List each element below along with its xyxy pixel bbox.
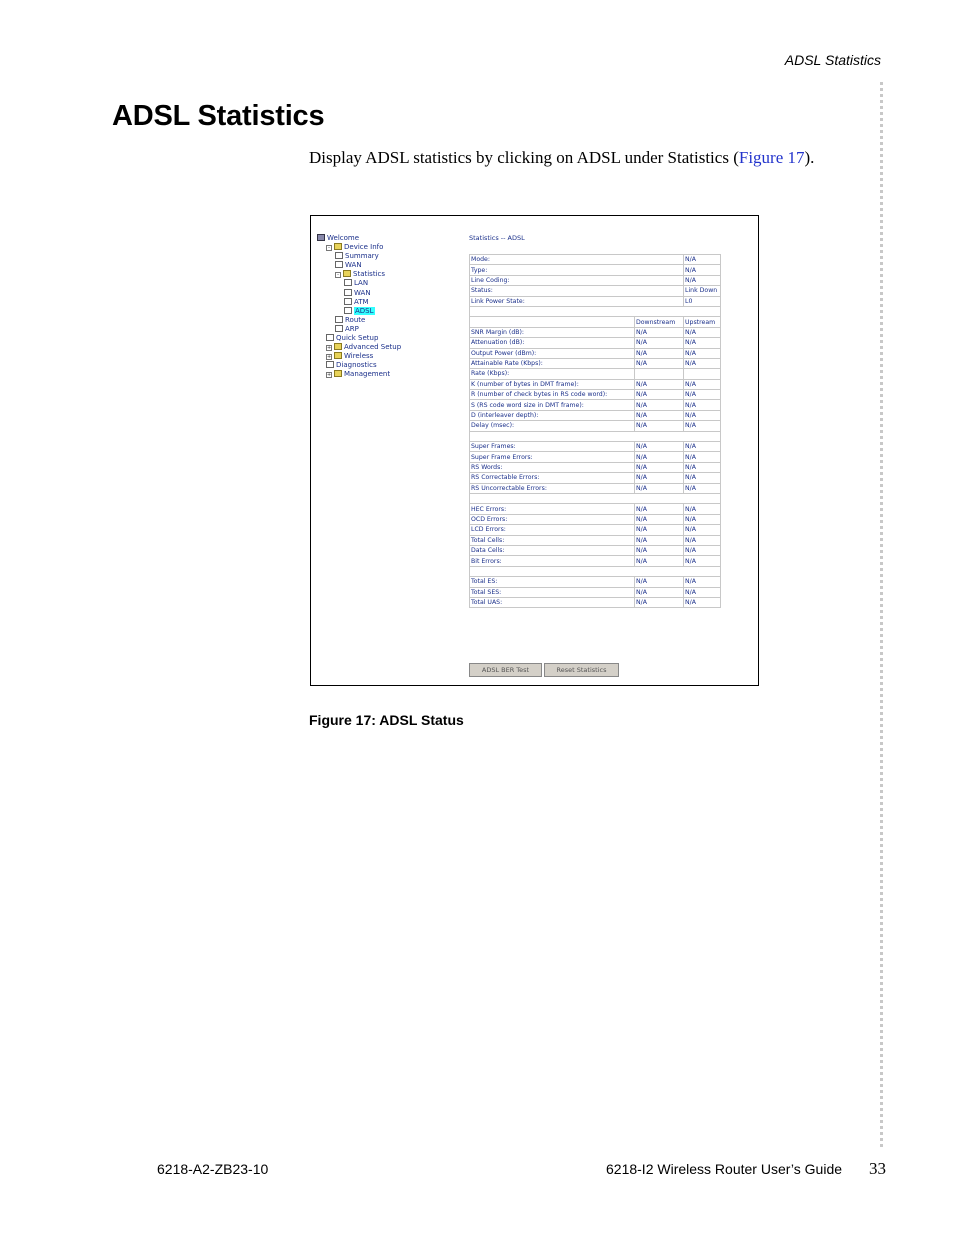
stat-value: N/A <box>684 275 721 285</box>
downstream-value: N/A <box>635 483 684 493</box>
upstream-value: N/A <box>684 358 721 368</box>
table-row <box>470 473 721 483</box>
table-spacer-row <box>470 306 721 316</box>
upstream-value: N/A <box>684 421 721 431</box>
upstream-value: N/A <box>684 462 721 472</box>
table-row <box>470 462 721 472</box>
nav-item-label: Summary <box>345 252 379 261</box>
table-row <box>470 348 721 358</box>
nav-item[interactable] <box>317 270 401 279</box>
page-icon <box>344 307 352 314</box>
downstream-value: N/A <box>635 462 684 472</box>
nav-item-label: Diagnostics <box>336 361 377 370</box>
nav-item-label: Advanced Setup <box>344 343 402 352</box>
table-row <box>470 265 721 275</box>
figure-screenshot <box>310 215 759 686</box>
stat-label: HEC Errors: <box>470 504 635 514</box>
downstream-value: N/A <box>635 338 684 348</box>
upstream-value: N/A <box>684 525 721 535</box>
collapse-icon[interactable]: - <box>335 272 341 278</box>
stat-label: Status: <box>470 286 684 296</box>
page-icon <box>335 325 343 332</box>
nav-item-label: ATM <box>354 297 369 306</box>
downstream-value: N/A <box>635 400 684 410</box>
page-icon <box>335 252 343 259</box>
table-row <box>470 400 721 410</box>
intro-text: Display ADSL statistics by clicking on ADSL under Statistics ( <box>309 148 739 167</box>
stat-label: SNR Margin (dB): <box>470 327 635 337</box>
upstream-value: N/A <box>684 327 721 337</box>
page-icon <box>344 289 352 296</box>
downstream-value: N/A <box>635 348 684 358</box>
column-header-upstream: Upstream <box>684 317 721 327</box>
table-row <box>470 483 721 493</box>
table-row <box>470 525 721 535</box>
nav-item-label: WAN <box>354 288 371 297</box>
section-title: ADSL Statistics <box>112 100 325 132</box>
page-icon <box>326 334 334 341</box>
stat-label: Total Cells: <box>470 535 635 545</box>
stat-label: Data Cells: <box>470 545 635 555</box>
table-row <box>470 597 721 607</box>
upstream-value: N/A <box>684 545 721 555</box>
table-row <box>470 421 721 431</box>
nav-item[interactable] <box>317 252 401 261</box>
intro-paragraph <box>309 148 814 168</box>
downstream-value: N/A <box>635 545 684 555</box>
upstream-value <box>684 369 721 379</box>
page-icon <box>326 361 334 368</box>
upstream-value: N/A <box>684 390 721 400</box>
nav-item-label: Welcome <box>327 234 360 242</box>
expand-icon[interactable]: + <box>327 372 332 379</box>
downstream-value <box>635 369 684 379</box>
nav-item-label: Management <box>344 370 391 379</box>
folder-icon <box>334 243 342 250</box>
stat-label: Super Frame Errors: <box>470 452 635 462</box>
stat-label: Rate (Kbps): <box>470 369 635 379</box>
table-row <box>470 410 721 420</box>
spacer-cell <box>470 431 721 441</box>
page-number: 33 <box>869 1159 886 1178</box>
header-empty-cell <box>470 317 635 327</box>
monitor-icon <box>317 234 325 241</box>
downstream-value: N/A <box>635 358 684 368</box>
stat-label: Total SES: <box>470 587 635 597</box>
table-row <box>470 275 721 285</box>
table-row <box>470 535 721 545</box>
stat-label: Mode: <box>470 255 684 265</box>
table-row <box>470 514 721 524</box>
footer-guide-title: 6218-I2 Wireless Router User’s Guide <box>606 1161 843 1177</box>
stat-label: Delay (msec): <box>470 421 635 431</box>
nav-item-label: Wireless <box>344 352 374 361</box>
nav-tree <box>317 234 401 380</box>
stat-label: Attenuation (dB): <box>470 338 635 348</box>
stat-value: Link Down <box>684 286 721 296</box>
upstream-value: N/A <box>684 338 721 348</box>
nav-item[interactable] <box>317 352 401 361</box>
upstream-value: N/A <box>684 473 721 483</box>
upstream-value: N/A <box>684 597 721 607</box>
stat-label: Total UAS: <box>470 597 635 607</box>
downstream-value: N/A <box>635 421 684 431</box>
folder-icon <box>334 370 342 377</box>
page-icon <box>344 279 352 286</box>
stat-label: Type: <box>470 265 684 275</box>
downstream-value: N/A <box>635 525 684 535</box>
nav-item[interactable] <box>317 279 401 288</box>
stat-label: OCD Errors: <box>470 514 635 524</box>
upstream-value: N/A <box>684 504 721 514</box>
downstream-value: N/A <box>635 587 684 597</box>
page-icon <box>335 261 343 268</box>
upstream-value: N/A <box>684 483 721 493</box>
downstream-value: N/A <box>635 452 684 462</box>
downstream-value: N/A <box>635 597 684 607</box>
figure-link[interactable]: Figure 17 <box>738 148 805 167</box>
table-row <box>470 504 721 514</box>
upstream-value: N/A <box>684 587 721 597</box>
intro-text-end: ). <box>804 148 815 167</box>
adsl-stats-table <box>469 254 721 608</box>
nav-item-label: Device Info <box>344 243 384 252</box>
spacer-cell <box>470 566 721 576</box>
spacer-cell <box>470 493 721 503</box>
adsl-ber-test-button[interactable]: ADSL BER Test <box>469 663 542 677</box>
stat-label: R (number of check bytes in RS code word): <box>470 390 635 400</box>
table-header-row <box>470 317 721 327</box>
stat-label: S (RS code word size in DMT frame): <box>470 400 635 410</box>
stat-label: RS Words: <box>470 462 635 472</box>
stat-label: Attainable Rate (Kbps): <box>470 358 635 368</box>
table-row <box>470 358 721 368</box>
upstream-value: N/A <box>684 442 721 452</box>
spacer-cell <box>470 306 721 316</box>
running-head: ADSL Statistics <box>784 52 881 68</box>
nav-item-label: Quick Setup <box>336 334 379 343</box>
stat-label: Output Power (dBm): <box>470 348 635 358</box>
downstream-value: N/A <box>635 577 684 587</box>
nav-item[interactable] <box>317 316 401 325</box>
table-row <box>470 587 721 597</box>
nav-item[interactable] <box>317 289 401 298</box>
nav-item-label: ARP <box>345 324 359 333</box>
stat-label: K (number of bytes in DMT frame): <box>470 379 635 389</box>
upstream-value: N/A <box>684 400 721 410</box>
downstream-value: N/A <box>635 535 684 545</box>
upstream-value: N/A <box>684 577 721 587</box>
stat-value: N/A <box>684 265 721 275</box>
nav-item[interactable] <box>317 307 401 316</box>
nav-item[interactable] <box>317 261 401 270</box>
upstream-value: N/A <box>684 535 721 545</box>
page-icon <box>344 298 352 305</box>
table-row <box>470 390 721 400</box>
stat-label: Total ES: <box>470 577 635 587</box>
table-spacer-row <box>470 493 721 503</box>
stat-label: D (interleaver depth): <box>470 410 635 420</box>
folder-icon <box>334 352 342 359</box>
collapse-icon[interactable]: - <box>326 245 332 251</box>
table-spacer-row <box>470 431 721 441</box>
upstream-value: N/A <box>684 410 721 420</box>
figure-caption: Figure 17: ADSL Status <box>309 712 464 728</box>
nav-item[interactable] <box>317 325 401 334</box>
stat-value: L0 <box>684 296 721 306</box>
margin-rule <box>880 82 883 1147</box>
table-row <box>470 327 721 337</box>
folder-icon <box>343 270 351 277</box>
downstream-value: N/A <box>635 327 684 337</box>
stat-label: Bit Errors: <box>470 556 635 566</box>
upstream-value: N/A <box>684 556 721 566</box>
stat-label: LCD Errors: <box>470 525 635 535</box>
table-row <box>470 442 721 452</box>
nav-item-label: Statistics <box>353 270 385 279</box>
table-row <box>470 556 721 566</box>
stat-label: Super Frames: <box>470 442 635 452</box>
upstream-value: N/A <box>684 514 721 524</box>
nav-item[interactable] <box>317 343 401 352</box>
downstream-value: N/A <box>635 379 684 389</box>
table-row <box>470 545 721 555</box>
nav-item[interactable] <box>317 334 401 343</box>
table-spacer-row <box>470 566 721 576</box>
table-row <box>470 255 721 265</box>
table-row <box>470 577 721 587</box>
nav-item[interactable] <box>317 234 401 243</box>
expand-icon[interactable]: + <box>327 354 332 361</box>
nav-item[interactable] <box>317 361 401 370</box>
table-row <box>470 338 721 348</box>
table-row <box>470 286 721 296</box>
downstream-value: N/A <box>635 390 684 400</box>
column-header-downstream: Downstream <box>635 317 684 327</box>
upstream-value: N/A <box>684 379 721 389</box>
table-row <box>470 369 721 379</box>
nav-item[interactable] <box>317 370 401 379</box>
table-row <box>470 452 721 462</box>
downstream-value: N/A <box>635 410 684 420</box>
downstream-value: N/A <box>635 556 684 566</box>
table-row <box>470 296 721 306</box>
downstream-value: N/A <box>635 504 684 514</box>
table-row <box>470 379 721 389</box>
nav-item-label: WAN <box>345 261 362 270</box>
reset-statistics-button[interactable]: Reset Statistics <box>544 663 619 677</box>
folder-icon <box>334 343 342 350</box>
page-icon <box>335 316 343 323</box>
nav-item-label: ADSL <box>355 306 374 315</box>
nav-item-label: Route <box>345 315 366 324</box>
stat-label: Link Power State: <box>470 296 684 306</box>
stat-label: Line Coding: <box>470 275 684 285</box>
downstream-value: N/A <box>635 473 684 483</box>
nav-item-label: LAN <box>354 279 369 288</box>
stat-value: N/A <box>684 255 721 265</box>
upstream-value: N/A <box>684 452 721 462</box>
nav-item[interactable] <box>317 298 401 307</box>
stat-label: RS Correctable Errors: <box>470 473 635 483</box>
stats-title: Statistics -- ADSL <box>469 234 525 242</box>
expand-icon[interactable]: + <box>327 345 332 352</box>
upstream-value: N/A <box>684 348 721 358</box>
downstream-value: N/A <box>635 442 684 452</box>
footer-doc-number: 6218-A2-ZB23-10 <box>157 1161 269 1177</box>
downstream-value: N/A <box>635 514 684 524</box>
nav-item[interactable] <box>317 243 401 252</box>
stat-label: RS Uncorrectable Errors: <box>470 483 635 493</box>
